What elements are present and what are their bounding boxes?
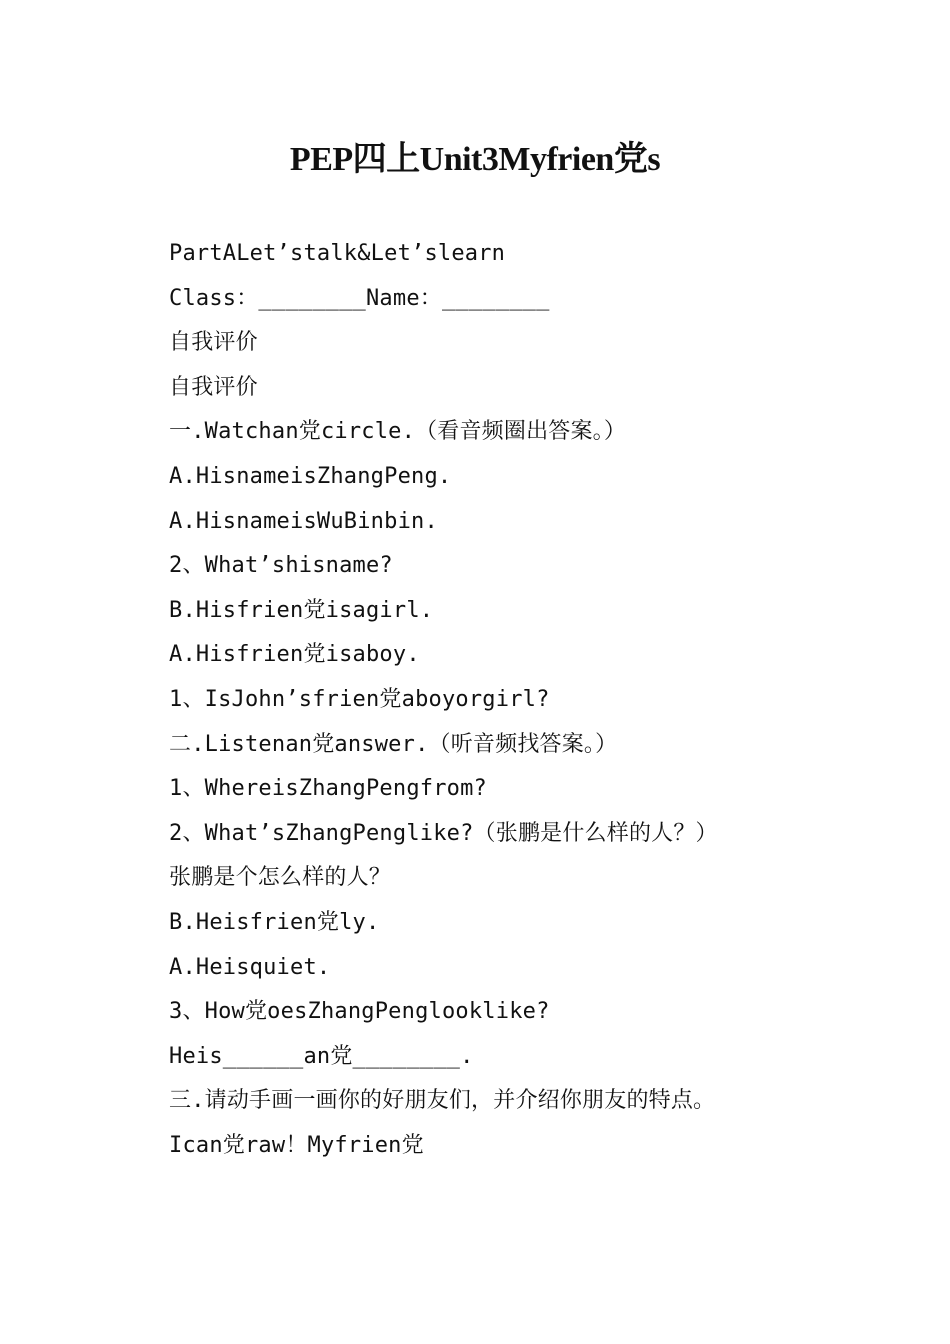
class-name-line: Class：________Name：________ bbox=[169, 285, 550, 311]
section-three-heading: 三.请动手画一画你的好朋友们，并介绍你朋友的特点。 bbox=[169, 1088, 716, 1114]
fill-in-blank: Heis______an党________. bbox=[169, 1043, 474, 1069]
answer-option: A.HisnameisZhangPeng. bbox=[169, 463, 452, 489]
answer-option: A.Heisquiet. bbox=[169, 954, 331, 980]
part-heading: PartALet’stalk&Let’slearn bbox=[169, 241, 506, 266]
section-one-heading: 一.Watchan党circle.（看音频圈出答案。） bbox=[169, 419, 627, 445]
question: 2、What’shisname? bbox=[169, 553, 393, 579]
answer-option: B.Hisfrien党isagirl. bbox=[169, 597, 434, 623]
answer-option: A.Hisfrien党isaboy. bbox=[169, 642, 420, 668]
question-note: 张鹏是个怎么样的人？ bbox=[169, 865, 392, 891]
worksheet-body bbox=[169, 232, 889, 1168]
question: 3、How党oesZhangPenglooklike? bbox=[169, 999, 550, 1025]
drawing-prompt: Ican党raw！Myfrien党 bbox=[169, 1132, 424, 1158]
answer-option: B.Heisfrien党ly. bbox=[169, 909, 380, 935]
question: 1、WhereisZhangPengfrom? bbox=[169, 776, 487, 802]
answer-option: A.HisnameisWuBinbin. bbox=[169, 508, 438, 534]
self-evaluation-label: 自我评价 bbox=[169, 330, 258, 356]
question: 1、IsJohn’sfrien党aboyorgirl? bbox=[169, 686, 550, 712]
self-evaluation-label: 自我评价 bbox=[169, 374, 258, 400]
section-two-heading: 二.Listenan党answer.（听音频找答案。） bbox=[169, 731, 618, 757]
document-title: PEP四上Unit3Myfrien党s bbox=[289, 141, 661, 178]
question: 2、What’sZhangPenglike?（张鹏是什么样的人？） bbox=[169, 820, 718, 846]
